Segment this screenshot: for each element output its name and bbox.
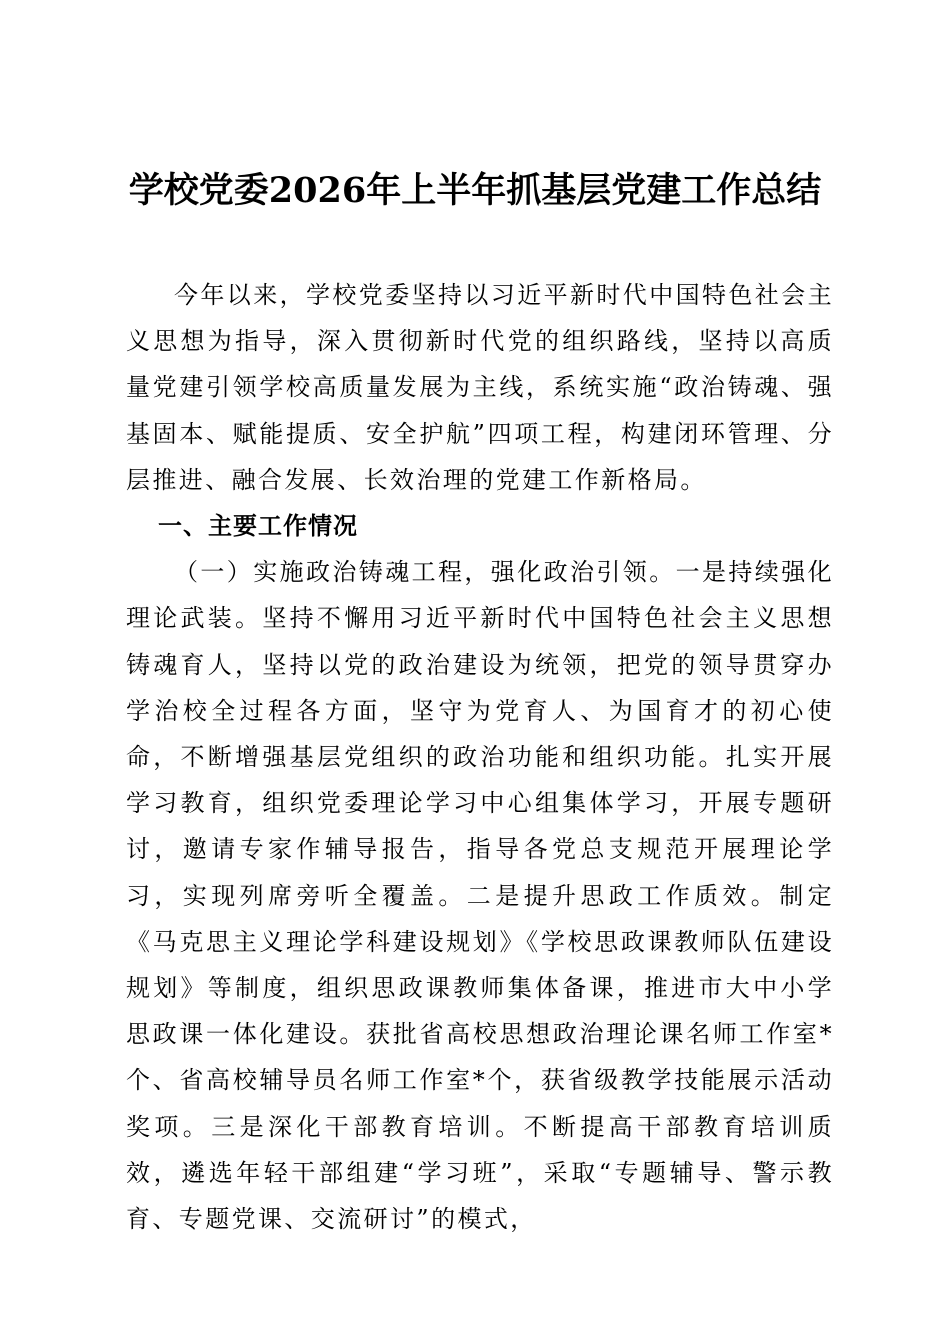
document-title: 学校党委2026年上半年抓基层党建工作总结 (128, 170, 822, 211)
document-body (126, 272, 834, 1242)
section-heading-main-work: 一、主要工作情况 (158, 512, 358, 541)
section-paragraph-political: （一）实施政治铸魂工程，强化政治引领。一是持续强化理论武装。坚持不懈用习近平新时代中国特色社会主义思想铸魂育人，坚持以党的政治建设为统领，把党的领导贯穿办学治校全过程各方面，坚守为党育人、为国育才的初心使命，不断增强基层党组织的政治功能和组织功能。扎实开展学习教育，组织党委理论学习中心组集体学习，开展专题研讨，邀请专家作辅导报告，指导各党总支规范开展理论学习，实现列席旁听全覆盖。二是提升思政工作质效。制定《马克思主义理论学科建设规划》《学校思政课教师队伍建设规划》等制度，组织思政课教师集体备课，推进市大中小学思政课一体化建设。获批省高校思想政治理论课名师工作室*个、省高校辅导员名师工作室*个，获省级教学技能展示活动奖项。三是深化干部教育培训。不断提高干部教育培训质效，遴选年轻干部组建“学习班”，采取“专题辅导、警示教育、专题党课、交流研讨”的模式， (126, 558, 834, 1234)
intro-paragraph: 今年以来，学校党委坚持以习近平新时代中国特色社会主义思想为指导，深入贯彻新时代党的组织路线，坚持以高质量党建引领学校高质量发展为主线，系统实施“政治铸魂、强基固本、赋能提质、安全护航”四项工程，构建闭环管理、分层推进、融合发展、长效治理的党建工作新格局。 (126, 281, 834, 494)
